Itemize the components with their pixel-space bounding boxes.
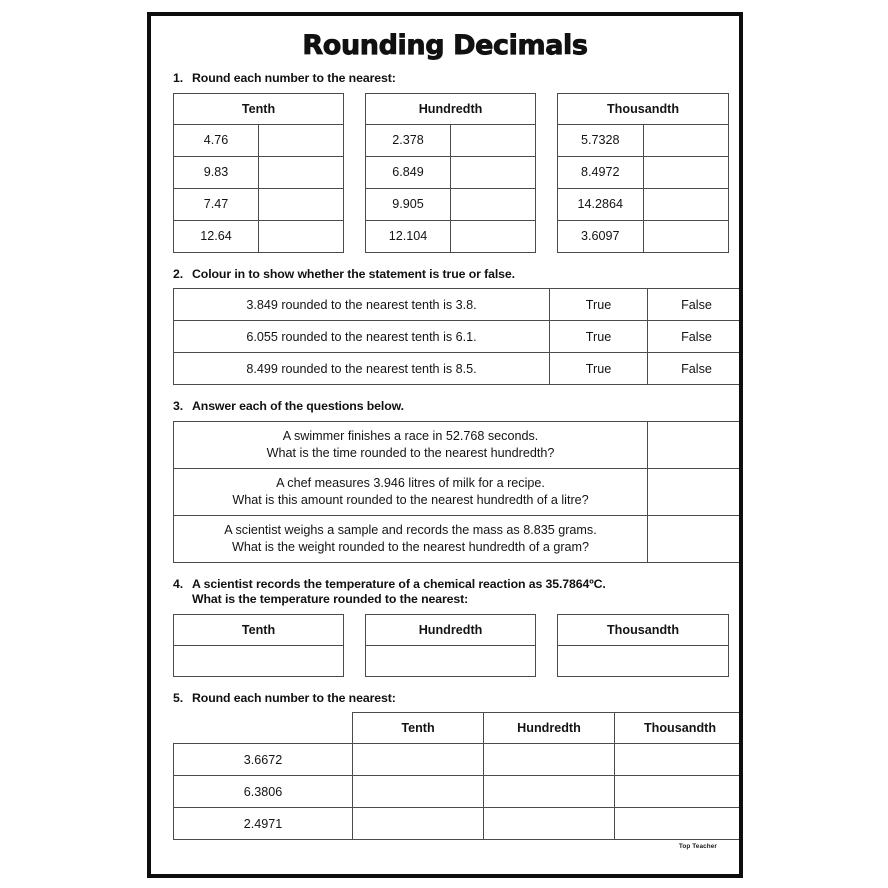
q1-table-tenth-header: Tenth	[174, 93, 344, 124]
q1-thousandth-value-2: 8.4972	[558, 156, 643, 188]
question-4-heading	[161, 577, 729, 608]
q1-hundredth-answer-1[interactable]	[451, 124, 536, 156]
question-3-heading	[161, 399, 729, 415]
q4-gap-2	[536, 614, 557, 677]
q5-answer-1-tenth[interactable]	[353, 744, 484, 776]
table-row	[174, 776, 744, 808]
q1-hundredth-value-1: 2.378	[366, 124, 451, 156]
q4-box-tenth-answer[interactable]	[174, 645, 344, 676]
q5-column-header-hundredth: Hundredth	[484, 713, 615, 744]
q1-hundredth-value-3: 9.905	[366, 188, 451, 220]
question-3-instruction: Answer each of the questions below.	[192, 399, 404, 413]
q5-answer-3-tenth[interactable]	[353, 808, 484, 840]
table-row	[174, 744, 744, 776]
q2-true-option-2[interactable]: True	[550, 321, 648, 353]
q3-answer-3[interactable]	[648, 515, 744, 562]
q1-tenth-answer-3[interactable]	[259, 188, 344, 220]
q4-box-thousandth-answer[interactable]	[558, 645, 729, 676]
q3-word-problems-table	[173, 421, 743, 563]
q5-answer-2-hundredth[interactable]	[484, 776, 615, 808]
q1-tenth-value-1: 4.76	[174, 124, 259, 156]
q4-box-hundredth-answer[interactable]	[366, 645, 536, 676]
q5-column-header-tenth: Tenth	[353, 713, 484, 744]
table-row	[174, 421, 744, 468]
q1-thousandth-answer-3[interactable]	[643, 188, 728, 220]
question-1-instruction: Round each number to the nearest:	[192, 71, 396, 85]
q5-answer-3-thousandth[interactable]	[615, 808, 744, 840]
q4-box-hundredth-header: Hundredth	[366, 614, 536, 645]
q2-true-option-1[interactable]: True	[550, 289, 648, 321]
q1-hundredth-answer-3[interactable]	[451, 188, 536, 220]
q2-false-option-3[interactable]: False	[648, 353, 744, 385]
q3-problem-1-line1: A swimmer finishes a race in 52.768 seconds.	[282, 428, 539, 443]
table-row	[174, 808, 744, 840]
q3-problem-3-line2: What is the weight rounded to the nearest hundredth of a gram?	[231, 539, 590, 554]
q1-tenth-value-2: 9.83	[174, 156, 259, 188]
q1-gap-1	[344, 93, 365, 253]
q4-box-hundredth	[365, 614, 536, 677]
q1-hundredth-value-2: 6.849	[366, 156, 451, 188]
q4-box-thousandth-header: Thousandth	[558, 614, 729, 645]
q1-tenth-answer-4[interactable]	[259, 220, 344, 252]
q3-problem-2-line1: A chef measures 3.946 litres of milk for a recipe.	[276, 475, 545, 490]
q1-thousandth-answer-1[interactable]	[643, 124, 728, 156]
q1-hundredth-answer-2[interactable]	[451, 156, 536, 188]
q1-table-tenth	[173, 93, 344, 253]
q3-answer-1[interactable]	[648, 421, 744, 468]
q3-problem-2	[174, 468, 648, 515]
q1-hundredth-answer-4[interactable]	[451, 220, 536, 252]
question-2-instruction: Colour in to show whether the statement is true or false.	[192, 266, 515, 281]
question-2-heading	[161, 267, 729, 283]
q1-tenth-value-3: 7.47	[174, 188, 259, 220]
question-4-number: 4.	[173, 576, 184, 591]
q4-box-thousandth	[557, 614, 729, 677]
q5-number-2: 6.3806	[174, 776, 353, 808]
question-4-instruction	[192, 577, 729, 608]
question-2-number: 2.	[173, 266, 184, 281]
q3-answer-2[interactable]	[648, 468, 744, 515]
worksheet-body	[151, 16, 739, 874]
q2-statement-2: 6.055 rounded to the nearest tenth is 6.1.	[174, 321, 550, 353]
q1-table-thousandth-header: Thousandth	[558, 93, 729, 124]
q5-answer-1-hundredth[interactable]	[484, 744, 615, 776]
q1-thousandth-value-4: 3.6097	[558, 220, 643, 252]
q1-table-hundredth-header: Hundredth	[366, 93, 536, 124]
q1-hundredth-value-4: 12.104	[366, 220, 451, 252]
question-1-tables	[161, 93, 729, 253]
q1-thousandth-value-3: 14.2864	[558, 188, 643, 220]
page-title: Rounding Decimals	[302, 30, 588, 61]
q2-statement-1: 3.849 rounded to the nearest tenth is 3.8.	[174, 289, 550, 321]
q1-thousandth-answer-4[interactable]	[643, 220, 728, 252]
q2-false-option-2[interactable]: False	[648, 321, 744, 353]
q3-problem-2-line2: What is this amount rounded to the nearest hundredth of a litre?	[232, 492, 589, 507]
q4-gap-1	[344, 614, 365, 677]
q1-tenth-answer-2[interactable]	[259, 156, 344, 188]
q5-answer-2-thousandth[interactable]	[615, 776, 744, 808]
q1-table-thousandth	[557, 93, 729, 253]
question-5-heading	[161, 691, 729, 707]
q1-gap-2	[536, 93, 557, 253]
worksheet-page	[147, 12, 743, 878]
q3-problem-1	[174, 421, 648, 468]
q5-header-row	[174, 713, 744, 744]
table-row	[174, 515, 744, 562]
q1-tenth-answer-1[interactable]	[259, 124, 344, 156]
q4-box-tenth	[173, 614, 344, 677]
footer-brand: Top Teacher	[678, 843, 717, 850]
q5-answer-1-thousandth[interactable]	[615, 744, 744, 776]
question-3-number: 3.	[173, 399, 184, 413]
table-row	[174, 353, 744, 385]
table-row	[174, 468, 744, 515]
q5-number-3: 2.4971	[174, 808, 353, 840]
q3-problem-3	[174, 515, 648, 562]
q2-truefalse-table	[173, 288, 743, 385]
q1-tenth-value-4: 12.64	[174, 220, 259, 252]
q4-answer-boxes	[161, 614, 729, 677]
q1-thousandth-value-1: 5.7328	[558, 124, 643, 156]
question-1-number: 1.	[173, 71, 184, 85]
q3-problem-1-line2: What is the time rounded to the nearest hundredth?	[266, 445, 555, 460]
q2-statement-3: 8.499 rounded to the nearest tenth is 8.5.	[174, 353, 550, 385]
q5-number-1: 3.6672	[174, 744, 353, 776]
question-1-heading	[161, 71, 729, 87]
q5-rounding-table	[173, 712, 743, 840]
q1-table-hundredth	[365, 93, 536, 253]
question-4-instruction-line2: What is the temperature rounded to the nearest:	[192, 592, 469, 606]
q1-thousandth-answer-2[interactable]	[643, 156, 728, 188]
q5-column-header-thousandth: Thousandth	[615, 713, 744, 744]
q3-problem-3-line1: A scientist weighs a sample and records the mass as 8.835 grams.	[224, 522, 597, 537]
q2-true-option-3[interactable]: True	[550, 353, 648, 385]
q5-answer-3-hundredth[interactable]	[484, 808, 615, 840]
question-5-instruction: Round each number to the nearest:	[192, 690, 396, 705]
question-4-instruction-line1: A scientist records the temperature of a chemical reaction as 35.7864ºC.	[192, 576, 606, 591]
q5-corner-cell	[174, 713, 353, 744]
question-5-number: 5.	[173, 690, 184, 705]
q4-box-tenth-header: Tenth	[174, 614, 344, 645]
table-row	[174, 321, 744, 353]
table-row	[174, 289, 744, 321]
q2-false-option-1[interactable]: False	[648, 289, 744, 321]
q5-answer-2-tenth[interactable]	[353, 776, 484, 808]
